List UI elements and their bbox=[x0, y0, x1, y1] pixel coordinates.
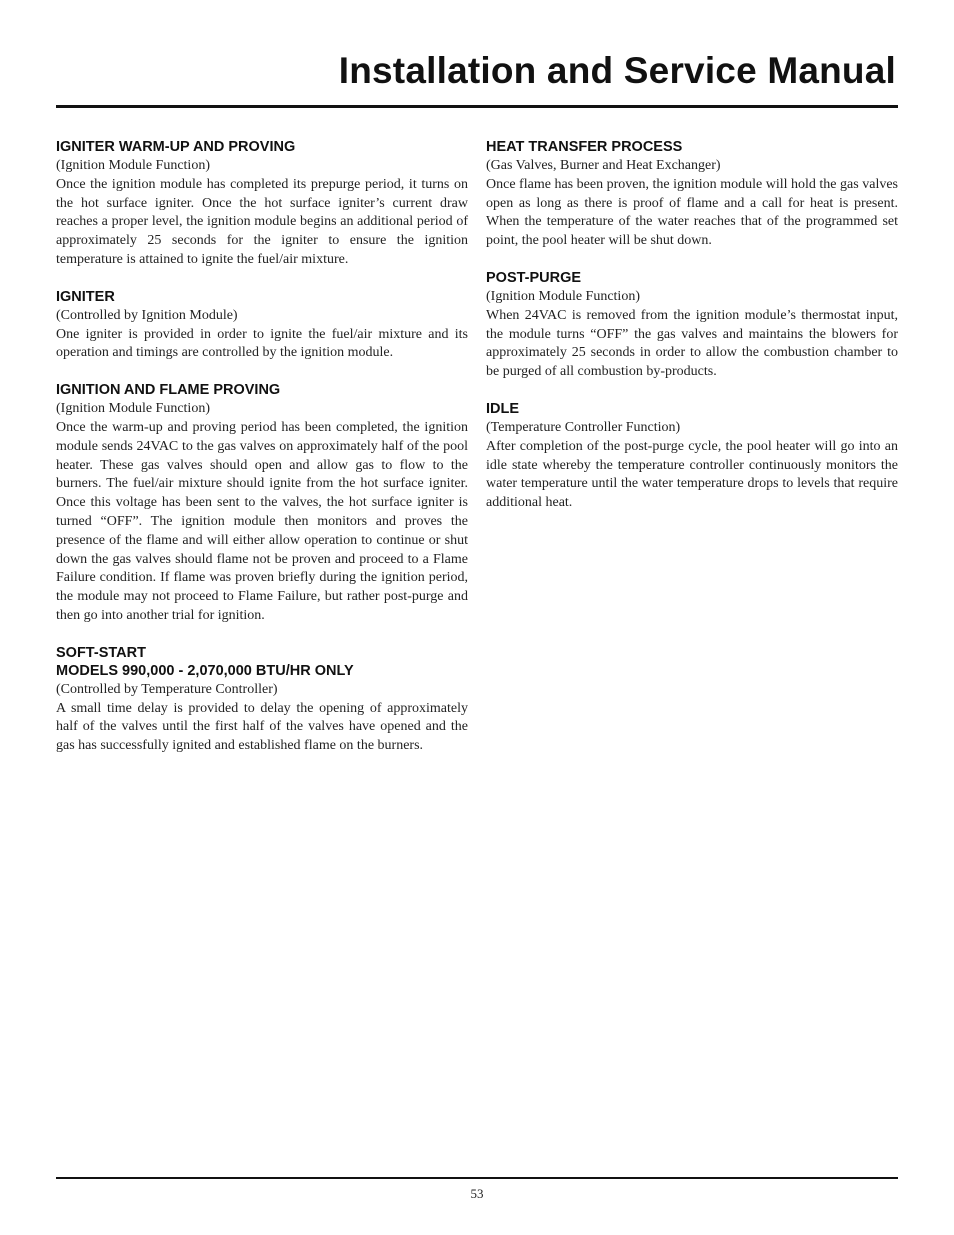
right-column bbox=[486, 138, 898, 531]
section-subheading: (Ignition Module Function) bbox=[56, 158, 210, 173]
page-number: 53 bbox=[470, 1186, 484, 1201]
section-heading: IGNITION AND FLAME PROVING bbox=[56, 382, 281, 399]
section-ignition-flame-proving bbox=[56, 381, 468, 626]
section-heading: HEAT TRANSFER PROCESS bbox=[486, 139, 683, 155]
section-subheading: (Temperature Controller Function) bbox=[486, 419, 681, 435]
section-idle bbox=[486, 400, 898, 513]
section-heading: POST-PURGE bbox=[486, 269, 582, 286]
section-igniter bbox=[56, 288, 468, 363]
section-body: One igniter is provided in order to ignite the fuel/air mixture and its operation and timings are controlled by the ignition module. bbox=[56, 326, 468, 361]
section-body: After completion of the post-purge cycle, the pool heater will go into an idle state whereby the temperature controller continuously monitors the water temperature until the water temperature drops to levels that require additional heat. bbox=[486, 438, 898, 511]
section-subheading: (Controlled by Ignition Module) bbox=[56, 307, 238, 323]
section-heading: IGNITER WARM-UP AND PROVING bbox=[56, 139, 296, 155]
section-heading-models: MODELS 990,000 - 2,070,000 BTU/HR ONLY bbox=[56, 662, 354, 679]
header-divider bbox=[56, 105, 898, 108]
page-title: Installation and Service Manual bbox=[338, 50, 896, 91]
section-subheading: (Gas Valves, Burner and Heat Exchanger) bbox=[486, 158, 721, 173]
section-body: A small time delay is provided to delay the opening of approximately half of the valves until the first half of the valves have opened and the gas has successfully ignited and established flame on the burners. bbox=[56, 700, 468, 754]
section-subheading: (Ignition Module Function) bbox=[486, 288, 640, 304]
section-igniter-warm-up bbox=[56, 138, 468, 270]
section-subheading: (Ignition Module Function) bbox=[56, 401, 210, 417]
section-post-purge bbox=[486, 269, 898, 382]
section-heat-transfer bbox=[486, 138, 898, 251]
left-column bbox=[56, 138, 468, 774]
footer-divider bbox=[56, 1177, 898, 1179]
section-heading: IDLE bbox=[486, 400, 520, 417]
section-subheading: (Controlled by Temperature Controller) bbox=[56, 681, 278, 697]
section-heading: IGNITER bbox=[56, 288, 115, 305]
section-body: When 24VAC is removed from the ignition module’s thermostat input, the module turns “OFF” the gas valves and maintains the blowers for approximately 25 seconds in order to allow the combustion chamber to be purged of all combustion by-products. bbox=[486, 307, 898, 380]
section-soft-start bbox=[56, 644, 468, 756]
section-body: Once flame has been proven, the ignition module will hold the gas valves open as long as there is proof of flame and a call for heat is present. When the temperature of the water reaches that of the programmed set point, the pool heater will be shut down. bbox=[486, 176, 898, 249]
section-heading: SOFT-START bbox=[56, 644, 146, 661]
section-body: Once the warm-up and proving period has been completed, the ignition module sends 24VAC to the gas valves on approximately half of the pool heater. These gas valves should open and allow gas to flow to the burners. The fuel/air mixture should ignite from the hot surface igniter. Once this voltage has been sent to the valves, the hot surface igniter is turned “OFF”. The ignition module then monitors and proves the presence of the flame and will either allow operation to continue or shut down the gas valves should flame not be proven and proceed to a Flame Failure condition. If flame was proven briefly during the ignition period, the module may not proceed to Flame Failure, but rather post-purge and then go into another trial for ignition. bbox=[56, 419, 468, 623]
section-body: Once the ignition module has completed its prepurge period, it turns on the hot surface igniter. Once the hot surface igniter’s current draw reaches a proper level, the ignition module begins an additional period of approximately 25 seconds for the igniter to ensure the ignition temperature is attained to ignite the fuel/air mixture. bbox=[56, 176, 468, 267]
